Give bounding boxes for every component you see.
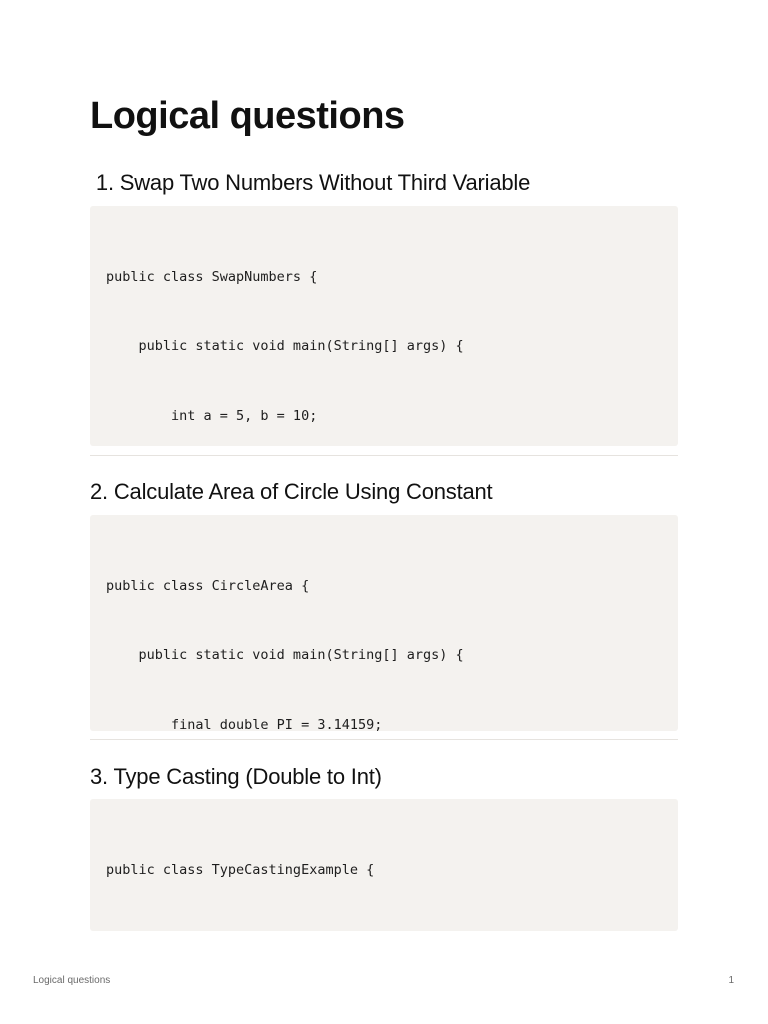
- code-line: int a = 5, b = 10;: [106, 408, 318, 425]
- code-line: public static void main(String[] args) {: [106, 647, 464, 664]
- code-line: public static void main(String[] args) {: [106, 338, 464, 355]
- code-block: [90, 799, 678, 931]
- section-swap-numbers: [90, 168, 678, 446]
- code-line: public class SwapNumbers {: [106, 268, 318, 285]
- page-title: Logical questions: [90, 95, 405, 137]
- code-line: [106, 928, 662, 931]
- section-circle-area: [90, 477, 678, 731]
- code-line: public class CircleArea {: [106, 577, 310, 594]
- section-divider: [90, 739, 678, 740]
- code-block: [90, 206, 678, 446]
- section-divider: [90, 455, 678, 456]
- page-number: 1: [728, 975, 734, 986]
- code-line: final double PI = 3.14159;: [106, 717, 383, 731]
- section-type-casting: [90, 762, 678, 931]
- code-block: [90, 515, 678, 731]
- section-heading: 1. Swap Two Numbers Without Third Variable: [90, 170, 531, 195]
- code-line: public class TypeCastingExample {: [106, 861, 375, 878]
- section-heading: 3. Type Casting (Double to Int): [90, 764, 382, 789]
- footer-document-title: Logical questions: [33, 975, 111, 986]
- section-heading: 2. Calculate Area of Circle Using Constant: [90, 479, 493, 504]
